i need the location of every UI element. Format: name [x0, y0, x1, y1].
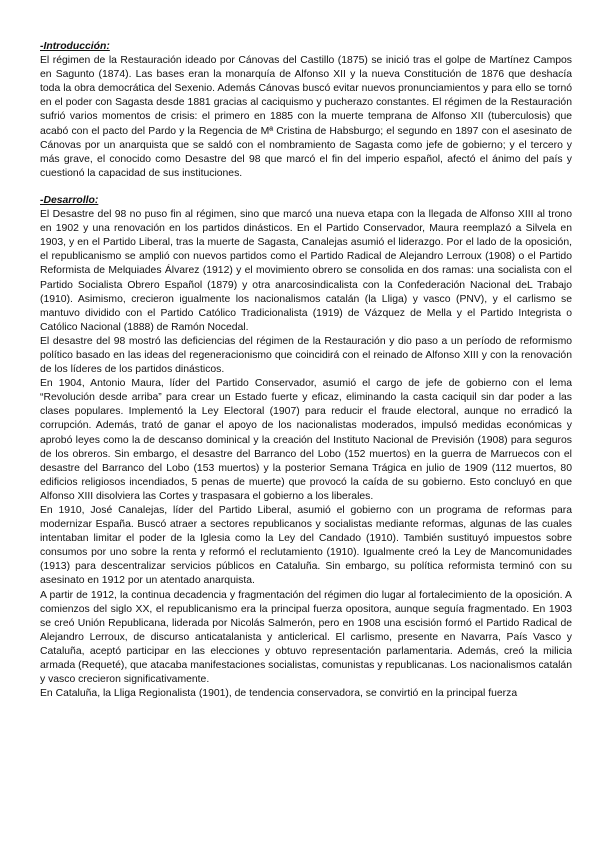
- desarrollo-paragraph-2: El desastre del 98 mostró las deficiencias del régimen de la Restauración y dio paso a un período de reformismo político basado en las ideas del regeneracionismo que coincidirá con el reinado de Alfonso XIII y con la renovación de los líderes de los partidos dinásticos.: [40, 335, 572, 376]
- section-spacer: [40, 181, 572, 194]
- section-heading-introduccion: -Introducción:: [40, 41, 110, 52]
- desarrollo-paragraph-6: En Cataluña, la Lliga Regionalista (1901), de tendencia conservadora, se convirtió en la principal fuerza: [40, 688, 518, 700]
- section-introduccion: [40, 40, 572, 181]
- section-heading-desarrollo: -Desarrollo:: [40, 194, 99, 206]
- desarrollo-paragraph-3: En 1904, Antonio Maura, líder del Partido Conservador, asumió el cargo de jefe de gobierno con el lema “Revolución desde arriba” para crear un Estado fuerte y eficaz, eliminando la casta caciquil sin dar poder a las clases populares. Implementó la Ley Electoral (1907) para reducir el fraude electoral, aunque no erradicó la corrupción. Además, trató de ganar el apoyo de los nacionalistas moderados, impulsó medidas económicas y aprobó leyes como la de descanso dominical y la creación del Instituto Nacional de Previsión (1908) para seguros de los obreros. Sin embargo, el desastre del Barranco del Lobo (152 muertos) en la guerra de Marruecos con el desastre del Barranco del Lobo (153 muertos) y la posterior Semana Trágica en julio de 1909 (112 muertos, 80 edificios religiosos incendiados, 5 penas de muerte) que provocó la caída de su gobierno. Esto concluyó en que Alfonso XIII disolviera las Cortes y traspasara el gobierno a los liberales.: [40, 378, 572, 502]
- section-desarrollo: [40, 194, 572, 701]
- desarrollo-paragraph-5: A partir de 1912, la continua decadencia y fragmentación del régimen dio lugar al fortalecimiento de la oposición. A comienzos del siglo XX, el republicanismo era la principal fuerza opositora, aunque seguía fragmentado. En 1903 se creó Unión Republicana, liderada por Nicolás Salmerón, pero en 1908 una escisión formó el Partido Radical de Alejandro Lerroux, de discurso anticatalanista y anticlerical. El carlismo, presente en Navarra, País Vasco y Cataluña, aceptó participar en las elecciones y obtuvo representación parlamentaria. Además, creó la milicia armada (Requeté), que atacaba manifestaciones socialistas, comunistas y republicanas. Los nacionalismos catalán y vasco crecieron significativamente.: [40, 589, 572, 686]
- desarrollo-paragraph-1: El Desastre del 98 no puso fin al régimen, sino que marcó una nueva etapa con la llegada de Alfonso XIII al trono en 1902 y una renovación en los partidos dinásticos. En el Partido Conservador, Maura reemplazó a Silvela en 1903, y en el Partido Liberal, tras la muerte de Sagasta, Canalejas asumió el liderazgo. Por el lado de la oposición, el republicanismo se amplió con nuevos partidos como el Partido Radical de Alejandro Lerroux (1908) o el Partido Reformista de Melquiades Álvarez (1912) y el movimiento obrero se consolida en dos ramas: una socialista con el Partido Socialista Obrero Español (1879) y otra anarcosindicalista con la Confederación Nacional deL Trabajo (1910). Asimismo, crecieron igualmente los nacionalismos catalán (la Lliga) y vasco (PNV), y el carlismo se mantuvo dividido con el Partido Católico Tradicionalista (1919) de Vázquez de Mella y el Partido Integrista o Católico Nacional (1888) de Ramón Nocedal.: [40, 209, 572, 333]
- document-page: [40, 40, 572, 701]
- intro-paragraph: El régimen de la Restauración ideado por Cánovas del Castillo (1875) se inició tras el golpe de Martínez Campos en Sagunto (1874). Las bases eran la monarquía de Alfonso XII y la nueva Constitución de 1876 que deshacía toda la obra democrática del Sexenio. Además Cánovas buscó evitar nuevos pronunciamientos y para ello se tornó en el poder con Sagasta desde 1881 gracias al caciquismo y pucherazo constantes. El régimen de la Restauración sufrió varios momentos de crisis: el primero en 1885 con la muerte temprana de Alfonso XII (tuberculosis) que acabó con el pacto del Pardo y la Regencia de Mª Cristina de Habsburgo; el segundo en 1897 con el asesinato de Cánovas por un anarquista que se saldó con el nombramiento de Sagasta como jefe de gobierno; y el tercero y más grave, el conocido como Desastre del 98 que marcó el fin del imperio español, afectó el ánimo del país y cuestionó la capacidad de sus instituciones.: [40, 55, 572, 179]
- desarrollo-paragraph-4: En 1910, José Canalejas, líder del Partido Liberal, asumió el gobierno con un programa de reformas para modernizar España. Buscó atraer a sectores republicanos y socialistas mediante reformas, algunas de las cuales intentaban limitar el poder de la Iglesia como la Ley del Candado (1910). También sustituyó impuestos sobre consumos por uno sobre la renta y reformó el reclutamiento (1910). Igualmente creó la Ley de Mancomunidades (1913) para descentralizar servicios públicos en Cataluña. Sin embargo, su política reformista terminó con su asesinato en 1912 por un atentado anarquista.: [40, 505, 572, 587]
